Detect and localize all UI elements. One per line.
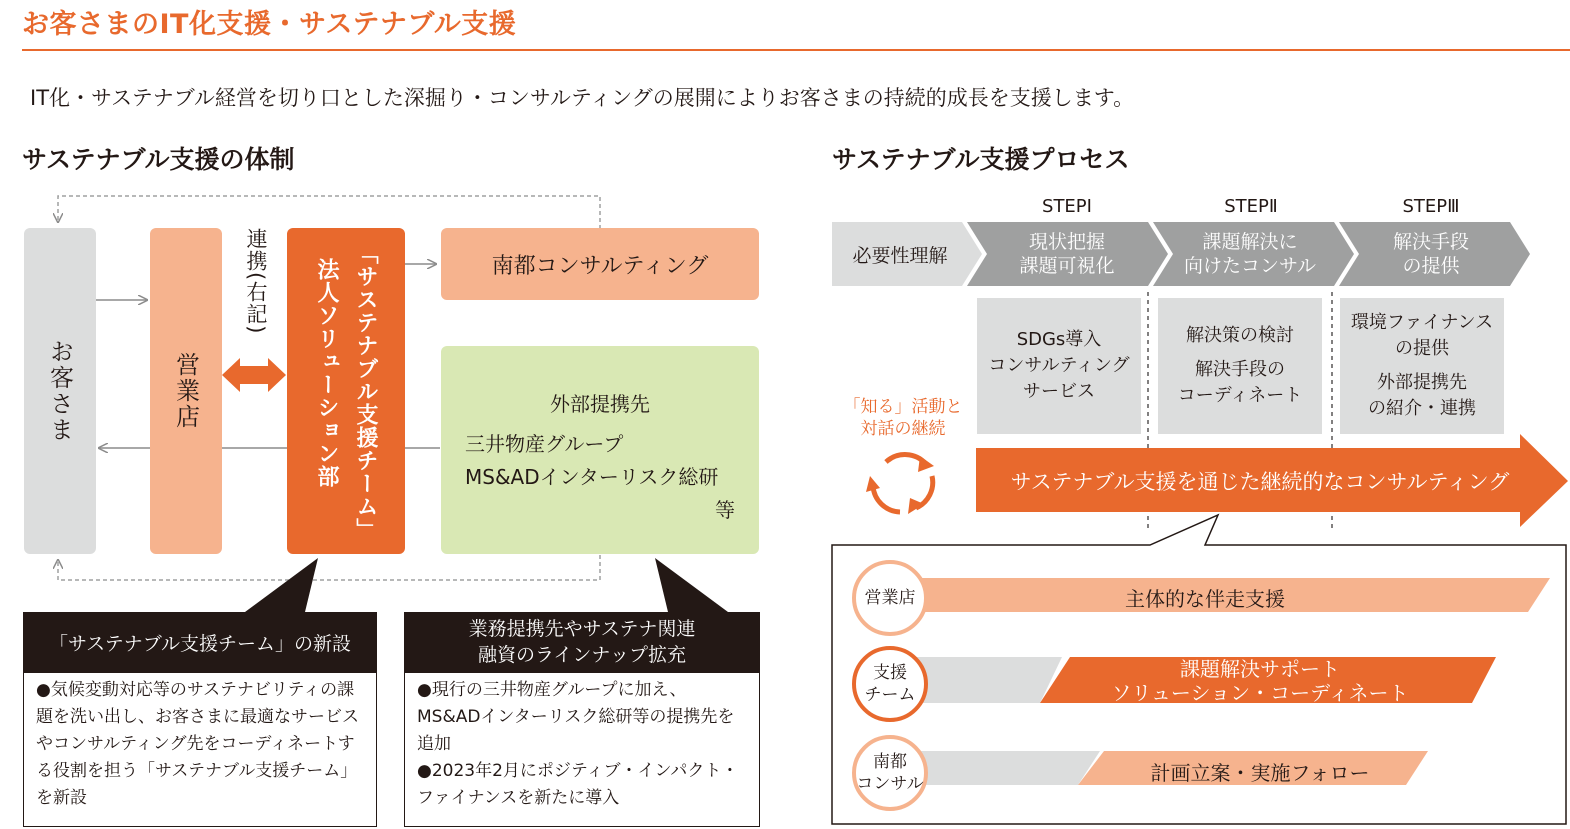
step3-detail-line3: 外部提携先: [1377, 372, 1467, 393]
step2-title-line2: 向けたコンサル: [1183, 255, 1317, 277]
step3-detail-group2: [1368, 370, 1476, 422]
step3-detail-group1: [1351, 310, 1493, 362]
nanto-consulting-box: 南都コンサルティング: [441, 228, 759, 300]
callout-lineup-head-line2: 融資のラインナップ拡充: [477, 644, 687, 666]
step1-title-line2: 課題可視化: [1019, 255, 1115, 277]
customer-box: お客さま: [24, 228, 96, 554]
step3-title: [1356, 230, 1506, 278]
role-team-circle-line1: 支援: [873, 663, 907, 683]
step3-title-line1: 解決手段: [1392, 231, 1469, 253]
callout-new-team-head: 「サステナブル支援チーム」の新設: [23, 612, 377, 672]
role-team-circle-line2: チーム: [864, 685, 916, 705]
step3-detail: [1340, 298, 1504, 434]
step1-label: STEPⅠ: [1042, 196, 1092, 217]
step3-title-line2: の提供: [1402, 255, 1460, 277]
step1-detail: [977, 298, 1141, 434]
callout-lineup-item2: ●2023年2月にポジティブ・インパクト・ファイナンスを新たに導入: [417, 761, 739, 808]
step1-detail-line3: サービス: [1023, 381, 1095, 402]
step2-title-line1: 課題解決に: [1202, 231, 1298, 253]
link-label: 連携(右記): [244, 228, 268, 335]
callout-lineup-head-line1: 業務提携先やサステナ関連: [468, 618, 696, 640]
role-nanto-circle-line2: コンサル: [856, 774, 924, 794]
step2-detail-line2-wrap: [1178, 357, 1303, 409]
structure-heading: サステナブル支援の体制: [22, 145, 295, 174]
role-nanto-circle: [852, 735, 928, 811]
page-title: お客さまのIT化支援・サステナブル支援: [22, 9, 517, 40]
step3-label: STEPⅢ: [1402, 196, 1460, 217]
step0-understanding: 必要性理解: [852, 244, 948, 267]
role-team-text-line1: 課題解決サポート: [1180, 657, 1340, 681]
step2-detail-line3: コーディネート: [1177, 385, 1303, 406]
process-heading: サステナブル支援プロセス: [832, 145, 1130, 174]
role-branch-circle: 営業店: [852, 560, 928, 636]
step3-detail-line2: の提供: [1394, 338, 1449, 359]
step1-title: [992, 230, 1142, 278]
role-branch-text: 主体的な伴走支援: [1125, 587, 1285, 611]
step2-detail-line2: 解決手段の: [1195, 359, 1285, 380]
partner-mitsui: 三井物産グループ: [465, 432, 624, 456]
cycle-label: [838, 396, 968, 440]
role-nanto-text: 計画立案・実施フォロー: [1150, 761, 1370, 785]
step2-detail-line1: 解決策の検討: [1186, 325, 1294, 346]
callout-lineup-item1: ●現行の三井物産グループに加え、MS&ADインターリスク総研等の提携先を追加: [417, 680, 735, 754]
step2-title: [1170, 230, 1330, 278]
cycle-label-line2: 対話の継続: [860, 419, 946, 439]
team-department: 法人ソリューション部: [314, 258, 339, 488]
role-team-text: [1060, 657, 1460, 705]
step3-detail-line4: の紹介・連携: [1368, 398, 1476, 419]
partners-title: 外部提携先: [550, 392, 650, 416]
step2-label: STEPⅡ: [1224, 196, 1278, 217]
cycle-label-line1: 「知る」活動と: [843, 397, 963, 417]
step1-detail-line2: コンサルティング: [988, 355, 1130, 376]
branch-box: 営業店: [150, 228, 222, 554]
role-team-text-line2: ソリューション・コーディネート: [1111, 681, 1409, 705]
callout-new-team-body: ●気候変動対応等のサステナビリティの課題を洗い出し、お客さまに最適なサービスやコンサルティング先をコーディネートする役割を担う「サステナブル支援チーム」を新設: [23, 672, 377, 827]
role-nanto-circle-line1: 南都: [873, 752, 907, 772]
step1-detail-line1: SDGs導入: [1016, 329, 1102, 350]
partner-msad: MS&ADインターリスク総研: [465, 465, 719, 489]
partner-etc: 等: [715, 498, 735, 522]
continuous-consulting-arrow: サステナブル支援を通じた継続的なコンサルティング: [1010, 470, 1510, 494]
lead-text: IT化・サステナブル経営を切り口とした深掘り・コンサルティングの展開によりお客さまの持続的成長を支援します。: [30, 86, 1135, 110]
step2-detail: [1158, 298, 1322, 434]
role-team-circle: [852, 646, 928, 722]
team-name: 「サステナブル支援チーム」: [353, 241, 378, 541]
step1-title-line1: 現状把握: [1028, 231, 1105, 253]
step3-detail-line1: 環境ファイナンス: [1350, 312, 1494, 333]
